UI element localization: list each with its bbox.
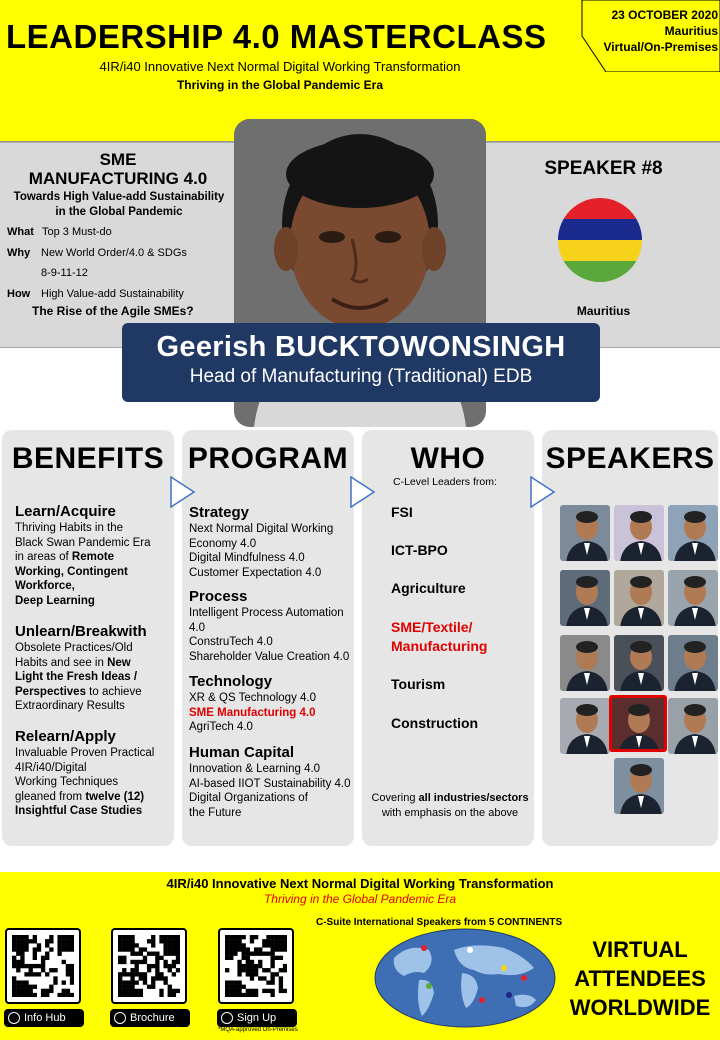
benefit-text: in areas of	[15, 551, 72, 563]
benefit-line: Deep Learning	[15, 594, 95, 607]
who-heading: WHO	[410, 442, 486, 475]
benefit-line: Light the Fresh Ideas /	[15, 671, 138, 683]
qr-code-info-hub[interactable]	[5, 928, 81, 1004]
benefit-line	[15, 790, 173, 805]
program-section-title: Technology	[189, 673, 273, 690]
event-location: Mauritius	[664, 24, 718, 38]
who-sector-highlight: Manufacturing	[391, 638, 488, 654]
virtual-line2: ATTENDEES	[574, 966, 706, 991]
program-line: Economy 4.0	[189, 537, 257, 550]
benefit-line: Workforce,	[15, 580, 75, 592]
program-line: Digital Mindfulness 4.0	[189, 552, 305, 564]
who-footnote-emphasis: all industries/sectors	[418, 792, 529, 804]
benefit-line	[15, 550, 173, 565]
virtual-attendees-text	[560, 935, 720, 1022]
speaker-name: Geerish BUCKTOWONSINGH	[156, 331, 566, 363]
benefit-title: Learn/Acquire	[15, 503, 116, 520]
approval-note: *MQA-approved On-Premises	[218, 1027, 298, 1033]
what-key: What	[7, 226, 34, 238]
benefit-text: to achieve	[85, 685, 142, 698]
speaker-thumbnail	[560, 635, 610, 691]
topic-subtitle	[0, 190, 238, 220]
mauritius-flag-icon	[558, 198, 642, 282]
topic-subtitle-line2: in the Global Pandemic	[55, 206, 183, 218]
event-mode: Virtual/On-Premises	[603, 40, 718, 54]
benefit-line: Working Techniques	[15, 776, 119, 788]
brochure-button[interactable]	[110, 1009, 190, 1027]
who-intro: C-Level Leaders from:	[393, 476, 497, 488]
topic-what	[7, 226, 112, 238]
speaker-thumbnail	[560, 570, 610, 626]
benefit-line	[15, 656, 173, 671]
speaker-role: Head of Manufacturing (Traditional) EDB	[189, 366, 533, 387]
header-subtitle: 4IR/i40 Innovative Next Normal Digital Working Transformation	[99, 59, 461, 74]
benefit-line: 4IR/i40/Digital	[15, 761, 87, 774]
virtual-line3: WORLDWIDE	[569, 995, 711, 1020]
arrow-right-icon	[530, 476, 556, 508]
sign-up-button[interactable]	[217, 1009, 297, 1027]
speaker-thumbnail	[668, 698, 718, 754]
benefit-line: Working, Contingent	[15, 565, 128, 578]
benefit-text: Habits and see in	[15, 656, 108, 669]
qr-code-brochure[interactable]	[111, 928, 187, 1004]
what-value: Top 3 Must-do	[42, 226, 112, 238]
program-section-title: Process	[189, 588, 248, 605]
who-sector: Tourism	[391, 676, 446, 692]
program-process	[189, 588, 354, 664]
program-line: Next Normal Digital Working	[189, 523, 334, 535]
benefit-line: Invaluable Proven Practical	[15, 747, 155, 759]
flag-stripe	[558, 261, 642, 282]
program-line: 4.0	[189, 621, 205, 634]
who-footnote-line2: with emphasis on the above	[381, 806, 519, 819]
who-footnote-text: Covering	[371, 792, 419, 804]
speaker-thumbnail	[614, 570, 664, 626]
who-sector: FSI	[391, 504, 413, 520]
program-heading: PROGRAM	[187, 442, 349, 475]
footer-tagline: Thriving in the Global Pandemic Era	[263, 892, 457, 906]
topic-title-line2: MANUFACTURING 4.0	[28, 169, 208, 188]
benefit-title: Relearn/Apply	[15, 728, 116, 745]
topic-title	[0, 150, 236, 188]
program-line: ConstruTech 4.0	[189, 636, 273, 648]
benefit-emphasis: Remote	[71, 551, 115, 563]
benefit-title: Unlearn/Breakwith	[15, 623, 147, 640]
speaker-thumbnail	[614, 758, 664, 814]
program-line-highlight: SME Manufacturing 4.0	[189, 706, 316, 719]
who-footnote	[362, 791, 538, 820]
speakers-heading: SPEAKERS	[545, 442, 715, 475]
benefit-text: gleaned from	[15, 790, 86, 803]
virtual-line1: VIRTUAL	[592, 937, 688, 962]
benefit-line	[15, 685, 173, 700]
qr-code-sign-up[interactable]	[218, 928, 294, 1004]
program-line: AgriTech 4.0	[189, 721, 253, 733]
flag-stripe	[558, 198, 642, 219]
how-value: High Value-add Sustainability	[41, 288, 184, 300]
event-date-box	[568, 0, 720, 72]
info-hub-button[interactable]	[4, 1009, 84, 1027]
speaker-thumbnail	[560, 505, 610, 561]
speaker-thumbnail	[668, 635, 718, 691]
program-strategy	[189, 504, 354, 580]
who-sector: ICT-BPO	[391, 542, 448, 558]
flag-stripe	[558, 240, 642, 261]
who-sector-highlight: SME/Textile/	[391, 619, 473, 635]
event-date: 23 OCTOBER 2020	[611, 8, 718, 22]
phone-icon	[114, 1012, 126, 1024]
program-line: the Future	[189, 806, 242, 819]
benefit-line: Thriving Habits in the	[15, 522, 124, 534]
footer-title: 4IR/i40 Innovative Next Normal Digital Working Transformation	[166, 876, 554, 891]
who-sector: Agriculture	[391, 580, 466, 596]
who-sector: Construction	[391, 715, 479, 731]
speaker-thumbnail	[614, 505, 664, 561]
program-line: Innovation & Learning 4.0	[189, 763, 321, 775]
topic-title-line1: SME	[99, 150, 137, 169]
program-line: Customer Expectation 4.0	[189, 566, 322, 579]
program-section-title: Strategy	[189, 504, 250, 521]
benefit-line: Obsolete Practices/Old	[15, 642, 133, 654]
qr-code-icon	[12, 935, 74, 997]
page-title: LEADERSHIP 4.0 MASTERCLASS	[6, 18, 547, 55]
topic-why	[7, 247, 187, 259]
why-value: New World Order/4.0 & SDGs	[41, 247, 187, 259]
benefit-emphasis: New	[107, 656, 131, 669]
benefit-emphasis: Perspectives	[15, 685, 86, 698]
who-footnote-line1	[362, 791, 538, 806]
program-line: XR & QS Technology 4.0	[189, 692, 316, 704]
qr-code-icon	[225, 935, 287, 997]
program-section-title: Human Capital	[189, 744, 295, 761]
benefit-line: Extraordinary Results	[15, 700, 125, 712]
program-technology	[189, 673, 354, 735]
speaker-thumbnail	[609, 695, 667, 752]
speaker-number: SPEAKER #8	[544, 158, 663, 179]
topic-why-goals: 8-9-11-12	[41, 267, 88, 279]
program-line: AI-based IIOT Sustainability 4.0	[189, 777, 351, 790]
topic-question: The Rise of the Agile SMEs?	[32, 304, 194, 318]
info-hub-label: Info Hub	[24, 1012, 66, 1024]
program-line: Shareholder Value Creation 4.0	[189, 650, 350, 663]
phone-icon	[8, 1012, 20, 1024]
benefit-line: Black Swan Pandemic Era	[15, 536, 151, 549]
speaker-thumbnail	[668, 505, 718, 561]
program-line: Digital Organizations of	[189, 792, 308, 804]
how-key: How	[7, 288, 31, 300]
phone-icon	[221, 1012, 233, 1024]
why-key: Why	[7, 247, 31, 259]
benefit-line: Insightful Case Studies	[15, 805, 143, 817]
benefit-emphasis: twelve (12)	[85, 790, 145, 803]
footer-speakers-note: C-Suite International Speakers from 5 CONTINENTS	[316, 917, 563, 928]
benefit-learn	[15, 503, 173, 608]
header-tagline: Thriving in the Global Pandemic Era	[176, 78, 384, 92]
speaker-thumbnail	[614, 635, 664, 691]
speaker-name-box	[122, 323, 600, 402]
program-line: Intelligent Process Automation	[189, 607, 344, 619]
benefits-heading: BENEFITS	[11, 442, 165, 475]
qr-code-icon	[118, 935, 180, 997]
speaker-country: Mauritius	[576, 304, 631, 318]
benefit-relearn	[15, 728, 173, 819]
benefit-unlearn	[15, 623, 173, 714]
speaker-thumbnail	[560, 698, 610, 754]
topic-subtitle-line1: Towards High Value-add Sustainability	[13, 191, 225, 203]
flag-stripe	[558, 219, 642, 240]
sign-up-label: Sign Up	[237, 1012, 277, 1024]
world-map-icon	[374, 928, 556, 1028]
topic-how	[7, 288, 184, 300]
speaker-thumbnail	[668, 570, 718, 626]
program-human-capital	[189, 744, 354, 820]
brochure-label: Brochure	[130, 1012, 175, 1024]
